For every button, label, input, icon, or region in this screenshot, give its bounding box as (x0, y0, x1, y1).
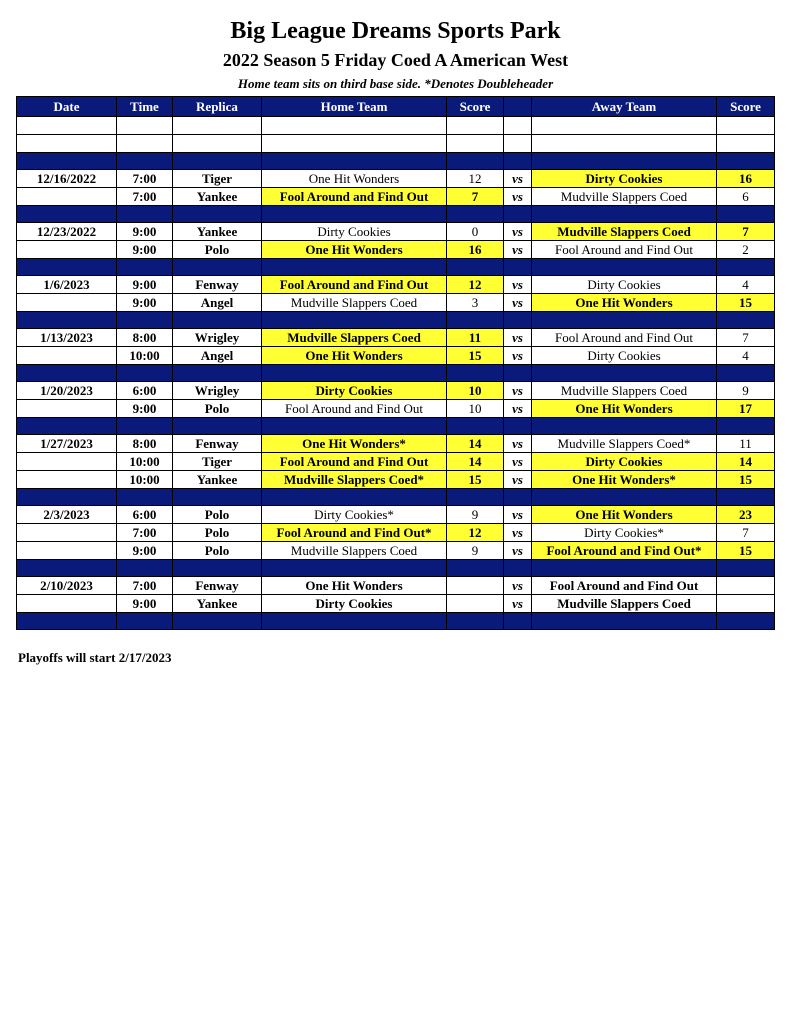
game-replica: Yankee (173, 595, 262, 613)
empty-cell (117, 117, 173, 135)
empty-cell (717, 153, 775, 170)
home-team: One Hit Wonders* (262, 435, 447, 453)
game-replica: Polo (173, 506, 262, 524)
week-separator (17, 418, 775, 435)
vs-label: vs (504, 453, 532, 471)
empty-cell (717, 613, 775, 630)
empty-cell (447, 135, 504, 153)
away-score: 15 (717, 542, 775, 560)
game-date (17, 241, 117, 259)
page-subtitle: 2022 Season 5 Friday Coed A American West (222, 50, 569, 70)
vs-label: vs (504, 382, 532, 400)
away-score: 4 (717, 347, 775, 365)
empty-cell (447, 489, 504, 506)
home-team: Dirty Cookies* (262, 506, 447, 524)
game-time: 8:00 (117, 329, 173, 347)
home-team: One Hit Wonders (262, 577, 447, 595)
home-score: 9 (447, 542, 504, 560)
game-row (17, 241, 775, 259)
away-team: Fool Around and Find Out (532, 577, 717, 595)
empty-cell (173, 365, 262, 382)
empty-cell (262, 117, 447, 135)
week-separator (17, 153, 775, 170)
game-replica: Angel (173, 294, 262, 312)
empty-cell (117, 135, 173, 153)
empty-cell (504, 613, 532, 630)
col-header-away-team: Away Team (532, 97, 717, 117)
empty-cell (262, 418, 447, 435)
empty-cell (532, 117, 717, 135)
game-time: 9:00 (117, 276, 173, 294)
game-replica: Tiger (173, 170, 262, 188)
vs-label: vs (504, 542, 532, 560)
vs-label: vs (504, 524, 532, 542)
empty-cell (532, 206, 717, 223)
game-time: 9:00 (117, 294, 173, 312)
empty-cell (262, 135, 447, 153)
game-time: 9:00 (117, 542, 173, 560)
game-replica: Tiger (173, 453, 262, 471)
home-score: 14 (447, 453, 504, 471)
blank-row (17, 117, 775, 135)
empty-cell (17, 135, 117, 153)
away-score: 4 (717, 276, 775, 294)
empty-cell (717, 560, 775, 577)
away-score: 14 (717, 453, 775, 471)
away-score: 7 (717, 223, 775, 241)
game-row (17, 170, 775, 188)
away-team: Mudville Slappers Coed (532, 188, 717, 206)
vs-label: vs (504, 170, 532, 188)
home-team: Dirty Cookies (262, 382, 447, 400)
home-team: One Hit Wonders (262, 241, 447, 259)
home-score: 7 (447, 188, 504, 206)
empty-cell (447, 206, 504, 223)
game-time: 6:00 (117, 506, 173, 524)
game-row (17, 294, 775, 312)
away-score: 7 (717, 524, 775, 542)
empty-cell (117, 560, 173, 577)
week-separator (17, 259, 775, 276)
game-row (17, 435, 775, 453)
game-replica: Wrigley (173, 382, 262, 400)
page-title: Big League Dreams Sports Park (230, 18, 561, 44)
game-row (17, 188, 775, 206)
empty-cell (173, 259, 262, 276)
home-team: Fool Around and Find Out (262, 453, 447, 471)
game-date (17, 542, 117, 560)
empty-cell (117, 613, 173, 630)
vs-label: vs (504, 329, 532, 347)
vs-label: vs (504, 241, 532, 259)
game-time: 7:00 (117, 524, 173, 542)
col-header-away-score: Score (717, 97, 775, 117)
away-score: 15 (717, 294, 775, 312)
game-time: 9:00 (117, 400, 173, 418)
empty-cell (17, 489, 117, 506)
away-team: Mudville Slappers Coed* (532, 435, 717, 453)
home-score: 9 (447, 506, 504, 524)
game-row (17, 577, 775, 595)
empty-cell (447, 613, 504, 630)
empty-cell (173, 418, 262, 435)
game-date (17, 471, 117, 489)
empty-cell (504, 259, 532, 276)
game-row (17, 524, 775, 542)
game-row (17, 329, 775, 347)
game-time: 9:00 (117, 241, 173, 259)
home-team: Fool Around and Find Out (262, 276, 447, 294)
vs-label: vs (504, 595, 532, 613)
away-team: Dirty Cookies (532, 453, 717, 471)
empty-cell (504, 206, 532, 223)
empty-cell (447, 117, 504, 135)
empty-cell (173, 135, 262, 153)
game-row (17, 400, 775, 418)
away-team: One Hit Wonders (532, 294, 717, 312)
col-header-vs (504, 97, 532, 117)
away-team: One Hit Wonders* (532, 471, 717, 489)
empty-cell (532, 135, 717, 153)
game-row (17, 382, 775, 400)
game-time: 9:00 (117, 223, 173, 241)
game-date (17, 400, 117, 418)
away-team: Dirty Cookies (532, 276, 717, 294)
empty-cell (262, 206, 447, 223)
empty-cell (717, 135, 775, 153)
empty-cell (17, 365, 117, 382)
game-date (17, 595, 117, 613)
away-score: 9 (717, 382, 775, 400)
empty-cell (532, 365, 717, 382)
vs-label: vs (504, 506, 532, 524)
away-score: 15 (717, 471, 775, 489)
away-team: Fool Around and Find Out* (532, 542, 717, 560)
week-separator (17, 489, 775, 506)
week-separator (17, 365, 775, 382)
away-score: 17 (717, 400, 775, 418)
week-separator (17, 613, 775, 630)
empty-cell (17, 206, 117, 223)
game-row (17, 347, 775, 365)
empty-cell (447, 153, 504, 170)
home-score: 15 (447, 471, 504, 489)
game-time: 10:00 (117, 453, 173, 471)
week-separator (17, 312, 775, 329)
empty-cell (17, 117, 117, 135)
empty-cell (447, 560, 504, 577)
week-separator (17, 206, 775, 223)
empty-cell (504, 117, 532, 135)
empty-cell (504, 560, 532, 577)
away-score: 23 (717, 506, 775, 524)
home-score: 11 (447, 329, 504, 347)
empty-cell (504, 418, 532, 435)
game-date: 12/16/2022 (17, 170, 117, 188)
empty-cell (117, 312, 173, 329)
empty-cell (117, 418, 173, 435)
away-score: 2 (717, 241, 775, 259)
game-time: 10:00 (117, 471, 173, 489)
empty-cell (262, 259, 447, 276)
playoffs-note: Playoffs will start 2/17/2023 (18, 650, 172, 665)
schedule-body (17, 117, 775, 630)
col-header-date: Date (17, 97, 117, 117)
home-team: Mudville Slappers Coed (262, 329, 447, 347)
home-score: 0 (447, 223, 504, 241)
game-time: 6:00 (117, 382, 173, 400)
col-header-replica: Replica (173, 97, 262, 117)
away-team: Fool Around and Find Out (532, 241, 717, 259)
empty-cell (117, 153, 173, 170)
empty-cell (504, 135, 532, 153)
home-score (447, 595, 504, 613)
home-team: Fool Around and Find Out* (262, 524, 447, 542)
empty-cell (717, 365, 775, 382)
game-row (17, 542, 775, 560)
schedule-table (16, 96, 775, 630)
empty-cell (117, 365, 173, 382)
home-team: Mudville Slappers Coed (262, 542, 447, 560)
empty-cell (173, 117, 262, 135)
schedule-note: Home team sits on third base side. *Denotes Doubleheader (237, 76, 554, 91)
game-date: 2/10/2023 (17, 577, 117, 595)
away-team: Mudville Slappers Coed (532, 595, 717, 613)
empty-cell (504, 365, 532, 382)
vs-label: vs (504, 294, 532, 312)
col-header-home-team: Home Team (262, 97, 447, 117)
game-time: 7:00 (117, 577, 173, 595)
game-replica: Fenway (173, 276, 262, 294)
empty-cell (532, 613, 717, 630)
empty-cell (173, 206, 262, 223)
empty-cell (173, 489, 262, 506)
empty-cell (717, 489, 775, 506)
game-replica: Polo (173, 400, 262, 418)
game-time: 10:00 (117, 347, 173, 365)
empty-cell (717, 312, 775, 329)
empty-cell (17, 259, 117, 276)
away-score: 16 (717, 170, 775, 188)
away-score: 7 (717, 329, 775, 347)
empty-cell (532, 312, 717, 329)
col-header-home-score: Score (447, 97, 504, 117)
game-date: 1/13/2023 (17, 329, 117, 347)
empty-cell (262, 489, 447, 506)
empty-cell (504, 489, 532, 506)
game-replica: Polo (173, 524, 262, 542)
col-header-time: Time (117, 97, 173, 117)
game-row (17, 223, 775, 241)
home-score: 12 (447, 170, 504, 188)
away-score: 6 (717, 188, 775, 206)
game-date (17, 294, 117, 312)
empty-cell (447, 312, 504, 329)
game-replica: Polo (173, 542, 262, 560)
game-row (17, 506, 775, 524)
home-score: 15 (447, 347, 504, 365)
empty-cell (717, 206, 775, 223)
game-date: 2/3/2023 (17, 506, 117, 524)
empty-cell (532, 418, 717, 435)
game-replica: Fenway (173, 577, 262, 595)
game-replica: Fenway (173, 435, 262, 453)
home-team: Fool Around and Find Out (262, 400, 447, 418)
blank-row (17, 135, 775, 153)
away-team: Fool Around and Find Out (532, 329, 717, 347)
empty-cell (262, 613, 447, 630)
empty-cell (447, 365, 504, 382)
home-team: One Hit Wonders (262, 347, 447, 365)
vs-label: vs (504, 577, 532, 595)
empty-cell (717, 259, 775, 276)
game-date (17, 524, 117, 542)
home-team: Dirty Cookies (262, 595, 447, 613)
away-team: Dirty Cookies (532, 170, 717, 188)
away-team: Dirty Cookies* (532, 524, 717, 542)
home-team: Mudville Slappers Coed* (262, 471, 447, 489)
game-time: 7:00 (117, 188, 173, 206)
game-time: 7:00 (117, 170, 173, 188)
empty-cell (17, 418, 117, 435)
home-team: Fool Around and Find Out (262, 188, 447, 206)
empty-cell (17, 560, 117, 577)
away-score: 11 (717, 435, 775, 453)
home-score: 10 (447, 382, 504, 400)
empty-cell (447, 418, 504, 435)
game-row (17, 453, 775, 471)
week-separator (17, 560, 775, 577)
empty-cell (717, 117, 775, 135)
game-replica: Angel (173, 347, 262, 365)
game-replica: Polo (173, 241, 262, 259)
empty-cell (173, 560, 262, 577)
empty-cell (262, 560, 447, 577)
empty-cell (262, 312, 447, 329)
home-score (447, 577, 504, 595)
empty-cell (173, 153, 262, 170)
game-replica: Yankee (173, 223, 262, 241)
game-row (17, 276, 775, 294)
empty-cell (532, 489, 717, 506)
game-time: 9:00 (117, 595, 173, 613)
away-score (717, 577, 775, 595)
game-date: 1/27/2023 (17, 435, 117, 453)
home-score: 3 (447, 294, 504, 312)
game-row (17, 471, 775, 489)
empty-cell (504, 153, 532, 170)
away-team: One Hit Wonders (532, 400, 717, 418)
empty-cell (117, 489, 173, 506)
empty-cell (17, 613, 117, 630)
game-date: 12/23/2022 (17, 223, 117, 241)
vs-label: vs (504, 188, 532, 206)
empty-cell (17, 312, 117, 329)
away-team: Mudville Slappers Coed (532, 382, 717, 400)
home-score: 16 (447, 241, 504, 259)
home-team: Dirty Cookies (262, 223, 447, 241)
home-score: 12 (447, 276, 504, 294)
game-time: 8:00 (117, 435, 173, 453)
empty-cell (262, 153, 447, 170)
empty-cell (447, 259, 504, 276)
vs-label: vs (504, 276, 532, 294)
empty-cell (117, 259, 173, 276)
vs-label: vs (504, 223, 532, 241)
game-replica: Yankee (173, 471, 262, 489)
home-score: 10 (447, 400, 504, 418)
game-date (17, 347, 117, 365)
vs-label: vs (504, 435, 532, 453)
game-date (17, 453, 117, 471)
away-team: Mudville Slappers Coed (532, 223, 717, 241)
empty-cell (117, 206, 173, 223)
empty-cell (504, 312, 532, 329)
vs-label: vs (504, 347, 532, 365)
home-score: 14 (447, 435, 504, 453)
game-row (17, 595, 775, 613)
home-team: Mudville Slappers Coed (262, 294, 447, 312)
game-replica: Wrigley (173, 329, 262, 347)
away-team: One Hit Wonders (532, 506, 717, 524)
empty-cell (173, 613, 262, 630)
table-header-row (17, 97, 775, 117)
home-team: One Hit Wonders (262, 170, 447, 188)
empty-cell (262, 365, 447, 382)
empty-cell (17, 153, 117, 170)
vs-label: vs (504, 400, 532, 418)
game-replica: Yankee (173, 188, 262, 206)
empty-cell (532, 153, 717, 170)
game-date (17, 188, 117, 206)
away-team: Dirty Cookies (532, 347, 717, 365)
empty-cell (717, 418, 775, 435)
away-score (717, 595, 775, 613)
empty-cell (173, 312, 262, 329)
home-score: 12 (447, 524, 504, 542)
empty-cell (532, 259, 717, 276)
empty-cell (532, 560, 717, 577)
game-date: 1/6/2023 (17, 276, 117, 294)
vs-label: vs (504, 471, 532, 489)
game-date: 1/20/2023 (17, 382, 117, 400)
